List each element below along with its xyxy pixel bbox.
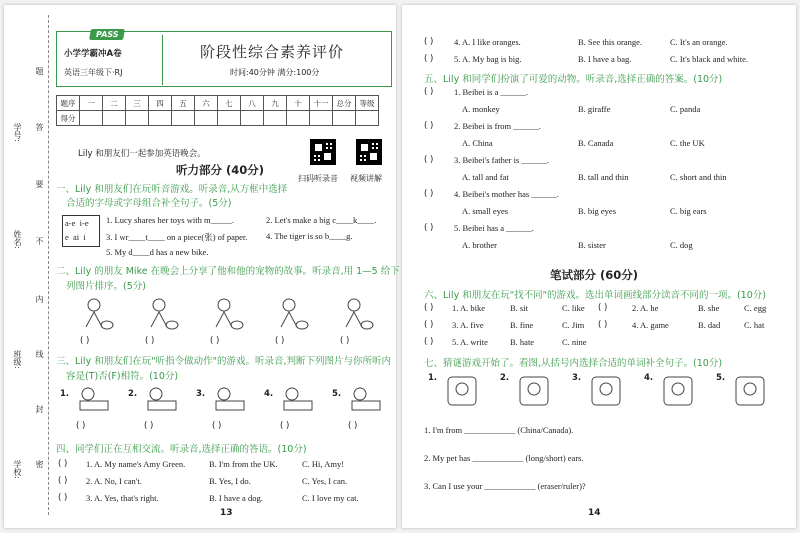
section-3-title: 三、Lily 和朋友们在玩"听指令做动作"的游戏。听录音,判断下列图片与你所听内 bbox=[56, 356, 391, 367]
s5-option: B. tall and thin bbox=[578, 172, 629, 182]
mike-pet-picture bbox=[334, 297, 374, 331]
answer-bracket[interactable]: ( ) bbox=[275, 336, 285, 346]
s3-number: 5. bbox=[332, 389, 342, 399]
s4-option: B. I'm from the UK. bbox=[209, 459, 278, 469]
s6-option: C. Jim bbox=[562, 320, 585, 330]
answer-bracket[interactable]: ( ) bbox=[58, 476, 68, 486]
s4-option: 5. A. My bag is big. bbox=[454, 54, 522, 64]
s4-option: C. It's black and white. bbox=[670, 54, 749, 64]
s6-option: B. hate bbox=[510, 337, 535, 347]
s7-number: 5. bbox=[716, 373, 726, 383]
answer-bracket[interactable]: ( ) bbox=[598, 320, 608, 330]
s5-question: 3. Beibei's father is ______. bbox=[454, 155, 550, 165]
score-table bbox=[56, 95, 379, 126]
mike-pet-picture bbox=[269, 297, 309, 331]
score-row-label: 得分 bbox=[57, 111, 80, 126]
s4-option: 3. A. Yes, that's right. bbox=[86, 493, 159, 503]
s5-option: B. big eyes bbox=[578, 206, 617, 216]
listening-section-title: 听力部分 (40分) bbox=[176, 163, 265, 177]
s7-item-1: 1. I'm from ____________ (China/Canada). bbox=[424, 425, 574, 435]
answer-bracket[interactable]: ( ) bbox=[598, 303, 608, 313]
s5-option: C. big ears bbox=[670, 206, 707, 216]
section-6-title: 六、Lily 和朋友在玩"找不同"的游戏。选出单词画线部分读音不同的一项。(10分) bbox=[424, 290, 766, 301]
qr-label-audio: 扫码听录音 bbox=[298, 174, 338, 183]
answer-bracket[interactable]: ( ) bbox=[58, 493, 68, 503]
s5-option: B. sister bbox=[578, 240, 606, 250]
score-header-cell: 等级 bbox=[356, 96, 379, 111]
s4-option: B. See this orange. bbox=[578, 37, 642, 47]
action-picture bbox=[74, 385, 114, 413]
answer-bracket[interactable]: ( ) bbox=[80, 336, 90, 346]
s1-item-4: 4. The tiger is so b____g. bbox=[266, 231, 353, 241]
score-cell[interactable] bbox=[310, 111, 333, 126]
section-2-title: 二、Lily 的朋友 Mike 在晚会上分享了他和他的宠物的故事。听录音,用 1—5 给下 bbox=[56, 266, 400, 277]
s6-option: C. like bbox=[562, 303, 585, 313]
score-header-cell: 四 bbox=[149, 96, 172, 111]
answer-bracket[interactable]: ( ) bbox=[424, 54, 434, 64]
s5-option: A. monkey bbox=[462, 104, 500, 114]
s7-item-2: 2. My pet has ____________ (long/short) ears. bbox=[424, 453, 584, 463]
answer-bracket[interactable]: ( ) bbox=[144, 421, 154, 431]
answer-bracket[interactable]: ( ) bbox=[424, 189, 434, 199]
action-icon bbox=[210, 385, 250, 413]
section-1-title-2: 合适的字母或字母组合补全句子。(5分) bbox=[66, 198, 232, 209]
action-picture bbox=[278, 385, 318, 413]
section-2-title-2: 列图片排序。(5分) bbox=[66, 281, 146, 292]
s4-option: C. Hi, Amy! bbox=[302, 459, 345, 469]
margin-mark: 密 bbox=[35, 460, 44, 468]
s4-option: C. I love my cat. bbox=[302, 493, 359, 503]
score-header-cell: 一 bbox=[80, 96, 103, 111]
margin-label-name: 姓名: bbox=[13, 230, 22, 249]
s6-option: C. hat bbox=[744, 320, 765, 330]
score-cell[interactable] bbox=[149, 111, 172, 126]
kid-icon bbox=[74, 297, 114, 331]
riddle-picture bbox=[730, 371, 770, 411]
answer-bracket[interactable]: ( ) bbox=[424, 155, 434, 165]
s7-number: 2. bbox=[500, 373, 510, 383]
answer-bracket[interactable]: ( ) bbox=[424, 37, 434, 47]
score-cell[interactable] bbox=[264, 111, 287, 126]
kid-icon bbox=[139, 297, 179, 331]
s6-option: B. fine bbox=[510, 320, 534, 330]
score-cell[interactable] bbox=[126, 111, 149, 126]
right-page bbox=[402, 5, 796, 528]
action-icon bbox=[74, 385, 114, 413]
answer-bracket[interactable]: ( ) bbox=[424, 121, 434, 131]
margin-mark: 题 bbox=[35, 67, 44, 75]
mike-pet-picture bbox=[74, 297, 114, 331]
s1-item-5: 5. My d____d has a new bike. bbox=[106, 247, 209, 257]
letter-options-box: a-e i-e e ai i bbox=[62, 215, 100, 247]
margin-label-school: 学校: bbox=[13, 460, 22, 479]
riddle-icon bbox=[514, 371, 554, 411]
s5-option: A. brother bbox=[462, 240, 497, 250]
s6-option: B. sit bbox=[510, 303, 528, 313]
margin-mark: 答 bbox=[35, 123, 44, 131]
s5-question: 4. Beibei's mother has ______. bbox=[454, 189, 559, 199]
score-header-cell: 八 bbox=[241, 96, 264, 111]
margin-mark: 要 bbox=[35, 180, 44, 188]
answer-bracket[interactable]: ( ) bbox=[210, 336, 220, 346]
s6-option: 3. A. five bbox=[452, 320, 484, 330]
margin-label-class: 班级: bbox=[13, 350, 22, 369]
section-3-title-2: 容是(T)否(F)相符。(10分) bbox=[66, 371, 179, 382]
answer-bracket[interactable]: ( ) bbox=[340, 336, 350, 346]
s3-number: 3. bbox=[196, 389, 206, 399]
answer-bracket[interactable]: ( ) bbox=[76, 421, 86, 431]
mike-pet-picture bbox=[139, 297, 179, 331]
riddle-icon bbox=[586, 371, 626, 411]
book-name: 英语三年级下·RJ bbox=[64, 68, 123, 77]
section-1-title: 一、Lily 和朋友们在玩听音游戏。听录音,从方框中选择 bbox=[56, 184, 288, 195]
s3-number: 1. bbox=[60, 389, 70, 399]
series-name: 小学学霸冲A卷 bbox=[64, 49, 122, 59]
page-title: 阶段性综合素养评价 bbox=[200, 43, 345, 61]
riddle-icon bbox=[442, 371, 482, 411]
score-header-cell: 七 bbox=[218, 96, 241, 111]
riddle-picture bbox=[442, 371, 482, 411]
qr-label-video: 视频讲解 bbox=[350, 174, 382, 183]
s1-item-1: 1. Lucy shares her toys with m_____. bbox=[106, 215, 234, 225]
answer-bracket[interactable]: ( ) bbox=[348, 421, 358, 431]
section-7-title: 七、猜谜游戏开始了。看图,从括号内选择合适的单词补全句子。(10分) bbox=[424, 358, 723, 369]
score-cell[interactable] bbox=[80, 111, 103, 126]
s5-option: B. giraffe bbox=[578, 104, 611, 114]
action-icon bbox=[142, 385, 182, 413]
margin-mark: 线 bbox=[35, 350, 44, 358]
score-header-cell: 总分 bbox=[333, 96, 356, 111]
s4-option: 1. A. My name's Amy Green. bbox=[86, 459, 186, 469]
riddle-icon bbox=[658, 371, 698, 411]
s5-option: C. the UK bbox=[670, 138, 705, 148]
answer-bracket[interactable]: ( ) bbox=[280, 421, 290, 431]
written-section-title: 笔试部分 (60分) bbox=[550, 268, 639, 282]
page-number-13: 13 bbox=[220, 508, 233, 518]
score-header-cell: 三 bbox=[126, 96, 149, 111]
s6-option: B. dad bbox=[698, 320, 721, 330]
section-4-title: 四、同学们正在互相交流。听录音,选择正确的答语。(10分) bbox=[56, 444, 307, 455]
riddle-icon bbox=[730, 371, 770, 411]
s6-option: C. nine bbox=[562, 337, 587, 347]
s1-item-2: 2. Let's make a big c____k____. bbox=[266, 215, 377, 225]
kid-icon bbox=[269, 297, 309, 331]
s7-number: 4. bbox=[644, 373, 654, 383]
qr-code-video[interactable] bbox=[356, 139, 382, 165]
s5-option: C. dog bbox=[670, 240, 693, 250]
s6-option: B. she bbox=[698, 303, 720, 313]
answer-bracket[interactable]: ( ) bbox=[424, 87, 434, 97]
s4-option: B. Yes, I do. bbox=[209, 476, 251, 486]
mike-pet-picture bbox=[204, 297, 244, 331]
s5-option: B. Canada bbox=[578, 138, 614, 148]
s5-question: 2. Beibei is from ______. bbox=[454, 121, 541, 131]
s5-question: 1. Beibei is a ______. bbox=[454, 87, 529, 97]
s7-item-3: 3. Can I use your ____________ (eraser/ruler)? bbox=[424, 481, 586, 491]
s5-option: C. short and thin bbox=[670, 172, 727, 182]
score-header-cell: 十 bbox=[287, 96, 310, 111]
score-header-cell: 五 bbox=[172, 96, 195, 111]
s7-number: 1. bbox=[428, 373, 438, 383]
margin-mark: 不 bbox=[35, 237, 44, 245]
kid-icon bbox=[334, 297, 374, 331]
left-page bbox=[4, 5, 400, 528]
s5-question: 5. Beibei has a ______. bbox=[454, 223, 534, 233]
s6-option: 1. A. bike bbox=[452, 303, 486, 313]
kid-icon bbox=[204, 297, 244, 331]
score-cell[interactable] bbox=[103, 111, 126, 126]
s6-option: 4. A. game bbox=[632, 320, 669, 330]
s6-option: C. egg bbox=[744, 303, 767, 313]
score-header-cell: 二 bbox=[103, 96, 126, 111]
exam-meta: 时间:40分钟 满分:100分 bbox=[230, 68, 320, 77]
score-header-cell: 九 bbox=[264, 96, 287, 111]
s1-item-3: 3. I wr____t____ on a piece(张) of paper. bbox=[106, 232, 248, 242]
pass-badge: PASS bbox=[89, 29, 125, 40]
answer-bracket[interactable]: ( ) bbox=[424, 337, 434, 347]
answer-bracket[interactable]: ( ) bbox=[212, 421, 222, 431]
answer-bracket[interactable]: ( ) bbox=[145, 336, 155, 346]
s4-option: B. I have a dog. bbox=[209, 493, 263, 503]
binding-dashed-line bbox=[48, 15, 49, 515]
s4-option: C. It's an orange. bbox=[670, 37, 728, 47]
riddle-picture bbox=[514, 371, 554, 411]
score-cell[interactable] bbox=[287, 111, 310, 126]
score-cell[interactable] bbox=[333, 111, 356, 126]
riddle-picture bbox=[658, 371, 698, 411]
answer-bracket[interactable]: ( ) bbox=[58, 459, 68, 469]
riddle-picture bbox=[586, 371, 626, 411]
s6-option: 5. A. write bbox=[452, 337, 488, 347]
s5-option: A. China bbox=[462, 138, 493, 148]
margin-label-student-number: 学号: bbox=[13, 123, 22, 142]
score-cell[interactable] bbox=[218, 111, 241, 126]
s4-option: B. I have a bag. bbox=[578, 54, 632, 64]
answer-bracket[interactable]: ( ) bbox=[424, 303, 434, 313]
s3-number: 2. bbox=[128, 389, 138, 399]
margin-mark: 封 bbox=[35, 405, 44, 413]
s6-option: 2. A. he bbox=[632, 303, 659, 313]
intro-text: Lily 和朋友们一起参加英语晚会。 bbox=[78, 149, 206, 159]
s5-option: C. panda bbox=[670, 104, 701, 114]
score-cell[interactable] bbox=[195, 111, 218, 126]
answer-bracket[interactable]: ( ) bbox=[424, 223, 434, 233]
section-5-title: 五、Lily 和同学们扮演了可爱的动物。听录音,选择正确的答案。(10分) bbox=[424, 74, 723, 85]
answer-bracket[interactable]: ( ) bbox=[424, 320, 434, 330]
action-icon bbox=[346, 385, 386, 413]
s3-number: 4. bbox=[264, 389, 274, 399]
s5-option: A. small eyes bbox=[462, 206, 509, 216]
score-header-cell: 十一 bbox=[310, 96, 333, 111]
score-header-cell: 六 bbox=[195, 96, 218, 111]
action-picture bbox=[346, 385, 386, 413]
s4-option: 4. A. I like oranges. bbox=[454, 37, 521, 47]
action-icon bbox=[278, 385, 318, 413]
action-picture bbox=[142, 385, 182, 413]
score-header-cell: 题序 bbox=[57, 96, 80, 111]
s5-option: A. tall and fat bbox=[462, 172, 509, 182]
score-cell[interactable] bbox=[241, 111, 264, 126]
s4-option: 2. A. No, I can't. bbox=[86, 476, 142, 486]
score-cell[interactable] bbox=[356, 111, 379, 126]
score-cell[interactable] bbox=[172, 111, 195, 126]
margin-mark: 内 bbox=[35, 295, 44, 303]
header-divider bbox=[162, 35, 163, 85]
page-number-14: 14 bbox=[588, 508, 601, 518]
s4-option: C. Yes, I can. bbox=[302, 476, 348, 486]
action-picture bbox=[210, 385, 250, 413]
qr-code-audio[interactable] bbox=[310, 139, 336, 165]
s7-number: 3. bbox=[572, 373, 582, 383]
